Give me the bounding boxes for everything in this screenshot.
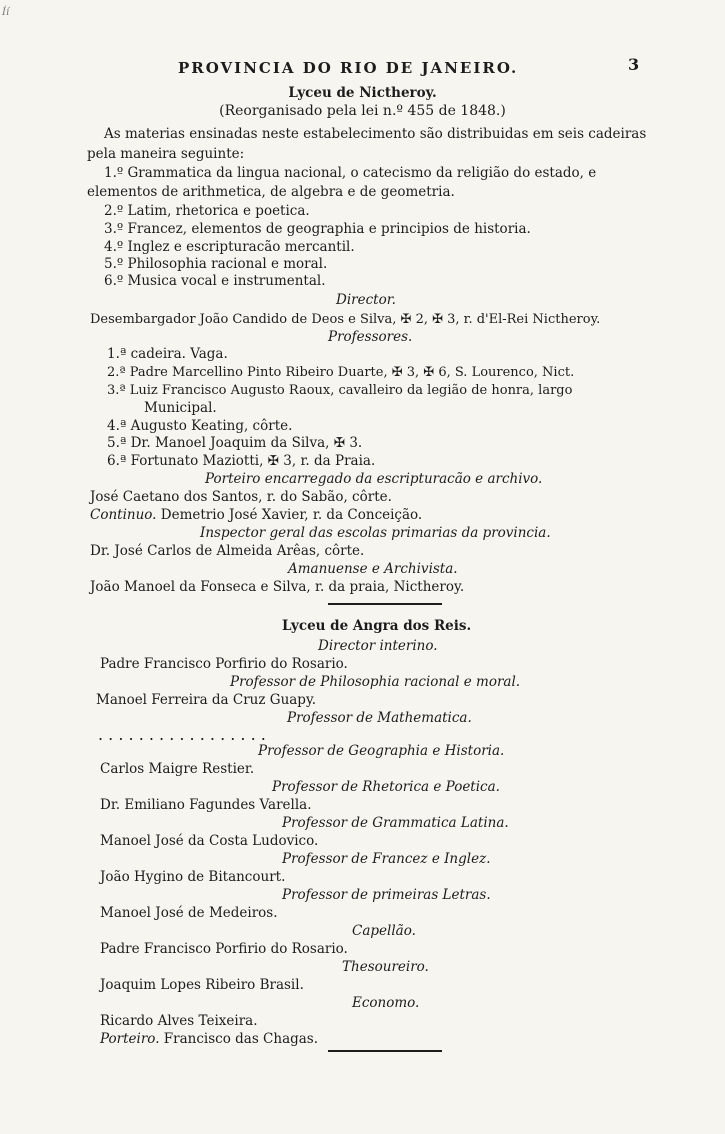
- porteiro-name: José Caetano dos Santos, r. do Sabão, côrte.: [90, 489, 392, 505]
- director-name: Desembargador João Candido de Deos e Silva, ✠ 2, ✠ 3, r. d'El-Rei Nictheroy.: [90, 312, 601, 327]
- professor-3-line-2: Municipal.: [144, 400, 217, 416]
- professor-2: 2.ª Padre Marcellino Pinto Ribeiro Duarte, ✠ 3, ✠ 6, S. Lourenco, Nict.: [107, 365, 575, 380]
- capellao-name: Padre Francisco Porfirio do Rosario.: [100, 941, 348, 957]
- angra-porteiro-label: Porteiro.: [100, 1031, 160, 1047]
- mathematica-vacant-dots: . . . . . . . . . . . . . . . . .: [98, 725, 266, 744]
- page-number: 3: [628, 55, 640, 74]
- inspector-name: Dr. José Carlos de Almeida Arêas, côrte.: [90, 543, 365, 559]
- latina-professor: Manoel José da Costa Ludovico.: [100, 833, 319, 849]
- continuo-line: [90, 507, 422, 524]
- closing-rule: [328, 1050, 442, 1052]
- page-title: PROVINCIA DO RIO DE JANEIRO.: [178, 59, 519, 77]
- capellao-label: Capellão.: [352, 923, 416, 939]
- cadeira-2: 2.º Latim, rhetorica e poetica.: [104, 203, 310, 219]
- francez-inglez-label: Professor de Francez e Inglez.: [282, 851, 491, 867]
- geographia-label: Professor de Geographia e Historia.: [258, 743, 505, 759]
- cadeira-6: 6.º Musica vocal e instrumental.: [104, 273, 326, 289]
- cadeira-3: 3.º Francez, elementos de geographia e principios de historia.: [104, 221, 531, 237]
- continuo-label: Continuo.: [90, 507, 157, 523]
- intro-line-2: pela maneira seguinte:: [87, 146, 245, 162]
- professor-1: 1.ª cadeira. Vaga.: [107, 346, 228, 362]
- thesoureiro-name: Joaquim Lopes Ribeiro Brasil.: [100, 977, 304, 993]
- cadeira-5: 5.º Philosophia racional e moral.: [104, 256, 328, 272]
- philosophia-label: Professor de Philosophia racional e moral.: [230, 674, 521, 690]
- cadeira-4: 4.º Inglez e escripturacão mercantil.: [104, 239, 355, 255]
- rhetorica-professor: Dr. Emiliano Fagundes Varella.: [100, 797, 312, 813]
- professor-6: 6.ª Fortunato Maziotti, ✠ 3, r. da Praia.: [107, 453, 376, 469]
- continuo-name: Demetrio José Xavier, r. da Conceição.: [160, 507, 423, 523]
- professor-3-line-1: 3.ª Luiz Francisco Augusto Raoux, cavalleiro da legião de honra, largo: [107, 383, 573, 398]
- angra-director-label: Director interino.: [318, 638, 438, 654]
- professores-label: Professores.: [328, 329, 413, 345]
- rhetorica-label: Professor de Rhetorica e Poetica.: [272, 779, 500, 795]
- philosophia-professor: Manoel Ferreira da Cruz Guapy.: [96, 692, 317, 708]
- inspector-label: Inspector geral das escolas primarias da provincia.: [200, 525, 551, 541]
- margin-note: Í́í: [2, 7, 10, 18]
- cadeira-1-line-2: elementos de arithmetica, de algebra e de geometria.: [87, 184, 455, 200]
- economo-label: Economo.: [352, 995, 420, 1011]
- francez-inglez-professor: João Hygino de Bitancourt.: [100, 869, 286, 885]
- director-label: Director.: [336, 292, 396, 308]
- professor-5: 5.ª Dr. Manoel Joaquim da Silva, ✠ 3.: [107, 435, 363, 451]
- section-subheading: (Reorganisado pela lei n.º 455 de 1848.): [219, 103, 506, 119]
- mathematica-label: Professor de Mathematica.: [287, 710, 472, 726]
- amanuense-label: Amanuense e Archivista.: [288, 561, 458, 577]
- section-heading-angra: Lyceu de Angra dos Reis.: [282, 618, 472, 634]
- primeiras-letras-professor: Manoel José de Medeiros.: [100, 905, 278, 921]
- geographia-professor: Carlos Maigre Restier.: [100, 761, 255, 777]
- angra-porteiro-name: Francisco das Chagas.: [163, 1031, 319, 1047]
- amanuense-name: João Manoel da Fonseca e Silva, r. da praia, Nictheroy.: [90, 579, 465, 595]
- angra-director: Padre Francisco Porfirio do Rosario.: [100, 656, 348, 672]
- section-heading-nictheroy: Lyceu de Nictheroy.: [288, 85, 437, 101]
- economo-name: Ricardo Alves Teixeira.: [100, 1013, 258, 1029]
- professor-4: 4.ª Augusto Keating, côrte.: [107, 418, 293, 434]
- angra-porteiro-line: [100, 1031, 318, 1048]
- porteiro-label: Porteiro encarregado da escripturacão e archivo.: [205, 471, 543, 487]
- latina-label: Professor de Grammatica Latina.: [282, 815, 509, 831]
- primeiras-letras-label: Professor de primeiras Letras.: [282, 887, 491, 903]
- cadeira-1-line-1: 1.º Grammatica da lingua nacional, o catecismo da religião do estado, e: [104, 165, 597, 181]
- thesoureiro-label: Thesoureiro.: [342, 959, 429, 975]
- intro-line-1: As materias ensinadas neste estabelecimento são distribuidas em seis cadeiras: [104, 126, 647, 142]
- section-divider: [328, 603, 442, 605]
